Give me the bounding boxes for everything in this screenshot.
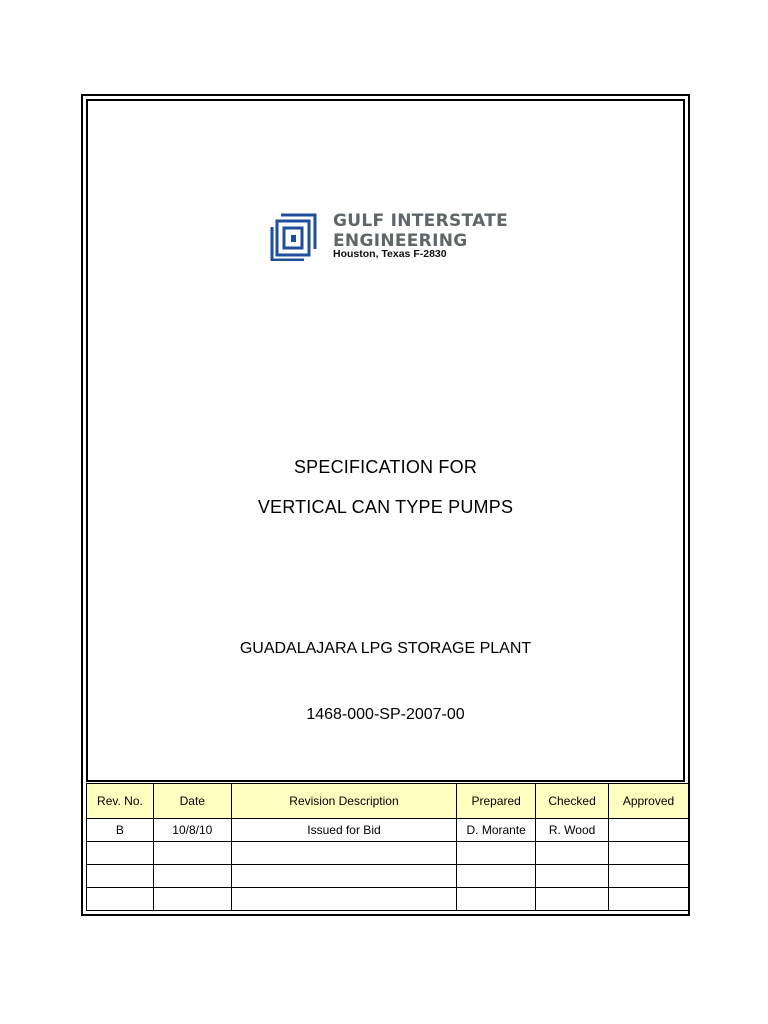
table-row — [87, 819, 689, 842]
cell-date: 10/8/10 — [153, 819, 231, 842]
cell-checked — [536, 865, 609, 888]
cell-approved — [609, 842, 689, 865]
header-date: Date — [153, 784, 231, 819]
cell-rev-no — [87, 865, 154, 888]
company-logo-mark-icon — [269, 211, 321, 261]
cell-revision-description — [231, 888, 456, 911]
logo-company-name-line2: ENGINEERING — [333, 231, 468, 251]
header-revision-description: Revision Description — [231, 784, 456, 819]
header-checked: Checked — [536, 784, 609, 819]
cell-checked — [536, 842, 609, 865]
document-number: 1468-000-SP-2007-00 — [306, 706, 465, 723]
cell-approved — [609, 865, 689, 888]
cell-prepared — [457, 888, 536, 911]
cell-approved — [609, 819, 689, 842]
logo-company-name-line1: GULF INTERSTATE — [333, 211, 509, 231]
document-title-line1: SPECIFICATION FOR — [293, 457, 478, 477]
company-logo — [269, 211, 519, 263]
cell-approved — [609, 888, 689, 911]
revision-table — [86, 783, 689, 911]
cell-revision-description: Issued for Bid — [231, 819, 456, 842]
cell-date — [153, 888, 231, 911]
header-prepared: Prepared — [457, 784, 536, 819]
cell-rev-no — [87, 842, 154, 865]
cell-prepared: D. Morante — [457, 819, 536, 842]
cell-revision-description — [231, 865, 456, 888]
cell-prepared — [457, 865, 536, 888]
logo-location: Houston, Texas F-2830 — [333, 248, 447, 260]
page-border-inner — [86, 99, 685, 782]
revision-table-header-row — [87, 784, 689, 819]
cell-revision-description — [231, 842, 456, 865]
cell-rev-no — [87, 888, 154, 911]
cell-checked — [536, 888, 609, 911]
table-row — [87, 842, 689, 865]
cell-prepared — [457, 842, 536, 865]
header-approved: Approved — [609, 784, 689, 819]
cell-checked: R. Wood — [536, 819, 609, 842]
cell-rev-no: B — [87, 819, 154, 842]
table-row — [87, 888, 689, 911]
document-title-line2: VERTICAL CAN TYPE PUMPS — [257, 497, 514, 517]
header-rev-no: Rev. No. — [87, 784, 154, 819]
table-row — [87, 865, 689, 888]
project-name: GUADALAJARA LPG STORAGE PLANT — [239, 640, 532, 657]
cell-date — [153, 865, 231, 888]
cell-date — [153, 842, 231, 865]
